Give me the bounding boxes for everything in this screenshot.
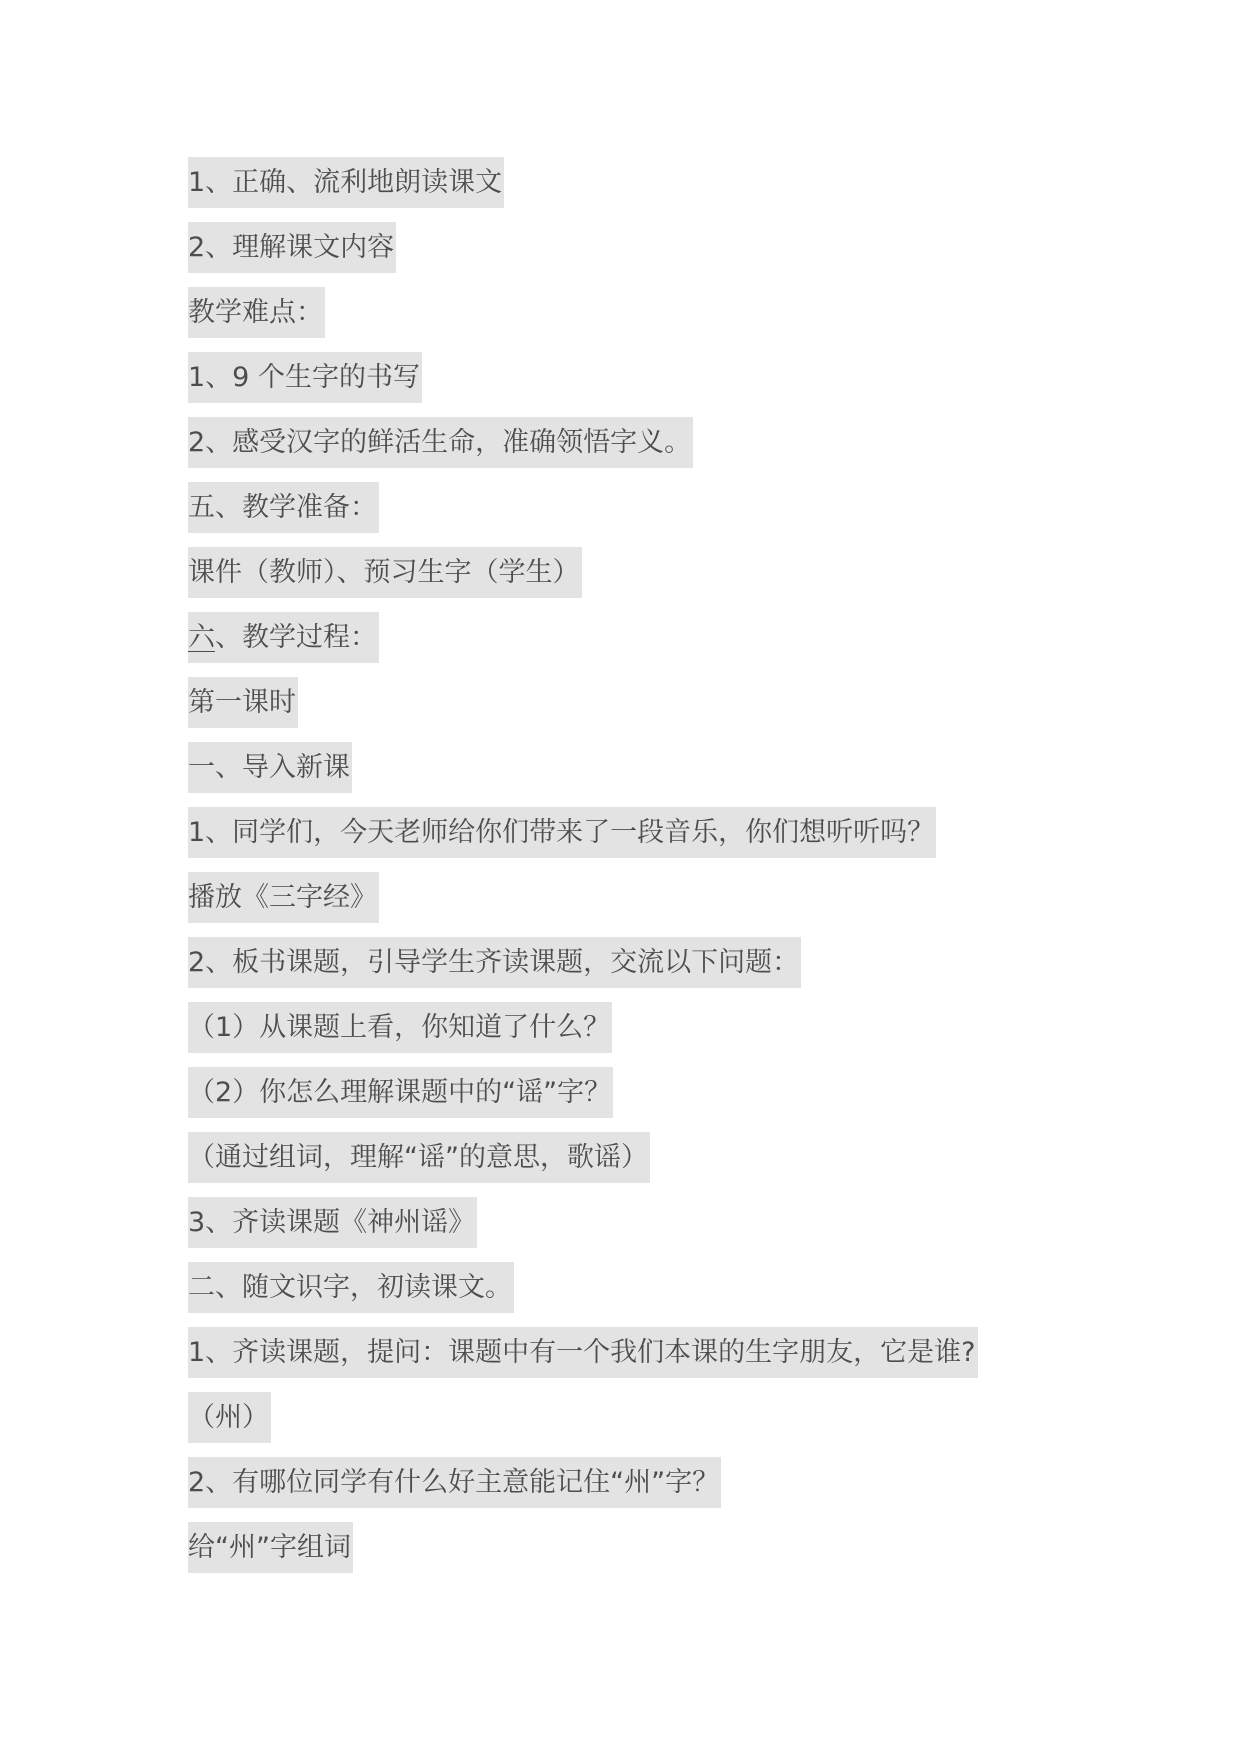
section-heading: 一、导入新课 <box>188 742 352 793</box>
section-heading: 五、教学准备： <box>188 482 379 533</box>
text-line <box>188 612 1068 677</box>
text-line <box>188 222 1068 287</box>
highlighted-text: 1、同学们，今天老师给你们带来了一段音乐，你们想听听吗？ <box>188 807 936 858</box>
highlighted-text: 播放《三字经》 <box>188 872 379 923</box>
highlighted-text: （2）你怎么理解课题中的“谣”字？ <box>188 1067 613 1118</box>
text-line <box>188 937 1068 1002</box>
lesson-title: 第一课时 <box>188 677 298 728</box>
text-line <box>188 1522 1068 1587</box>
highlighted-text: 1、齐读课题，提问：课题中有一个我们本课的生字朋友，它是谁? <box>188 1327 978 1378</box>
section-heading: 教学难点： <box>188 287 325 338</box>
text-line <box>188 352 1068 417</box>
text-line <box>188 1132 1068 1197</box>
highlighted-text: 2、板书课题，引导学生齐读课题，交流以下问题： <box>188 937 801 988</box>
text-line <box>188 677 1068 742</box>
text-line <box>188 872 1068 937</box>
text-line <box>188 1392 1068 1457</box>
section-heading <box>188 612 379 663</box>
highlighted-text: （1）从课题上看，你知道了什么？ <box>188 1002 612 1053</box>
text-line <box>188 742 1068 807</box>
highlighted-text: 2、感受汉字的鲜活生命，准确领悟字义。 <box>188 417 693 468</box>
highlighted-text: （通过组词，理解“谣”的意思，歌谣） <box>188 1132 650 1183</box>
highlighted-text: 1、9 个生字的书写 <box>188 352 422 403</box>
text-line <box>188 157 1068 222</box>
highlighted-text: 给“州”字组词 <box>188 1522 353 1573</box>
text-line <box>188 1197 1068 1262</box>
text-line <box>188 1067 1068 1132</box>
highlighted-text: 2、有哪位同学有什么好主意能记住“州”字？ <box>188 1457 721 1508</box>
text-line <box>188 1327 1068 1392</box>
text-line <box>188 547 1068 612</box>
text-line <box>188 417 1068 482</box>
text-line <box>188 1457 1068 1522</box>
text-line <box>188 287 1068 352</box>
heading-text: 、教学过程： <box>215 622 377 653</box>
text-line <box>188 1002 1068 1067</box>
underlined-numeral: 六 <box>188 622 215 653</box>
document-body <box>188 157 1068 1587</box>
highlighted-text: （州） <box>188 1392 271 1443</box>
text-line <box>188 807 1068 872</box>
highlighted-text: 1、正确、流利地朗读课文 <box>188 157 504 208</box>
highlighted-text: 课件（教师）、预习生字（学生） <box>188 547 582 598</box>
text-line <box>188 482 1068 547</box>
section-heading: 二、随文识字，初读课文。 <box>188 1262 514 1313</box>
highlighted-text: 3、齐读课题《神州谣》 <box>188 1197 477 1248</box>
highlighted-text: 2、理解课文内容 <box>188 222 396 273</box>
text-line <box>188 1262 1068 1327</box>
